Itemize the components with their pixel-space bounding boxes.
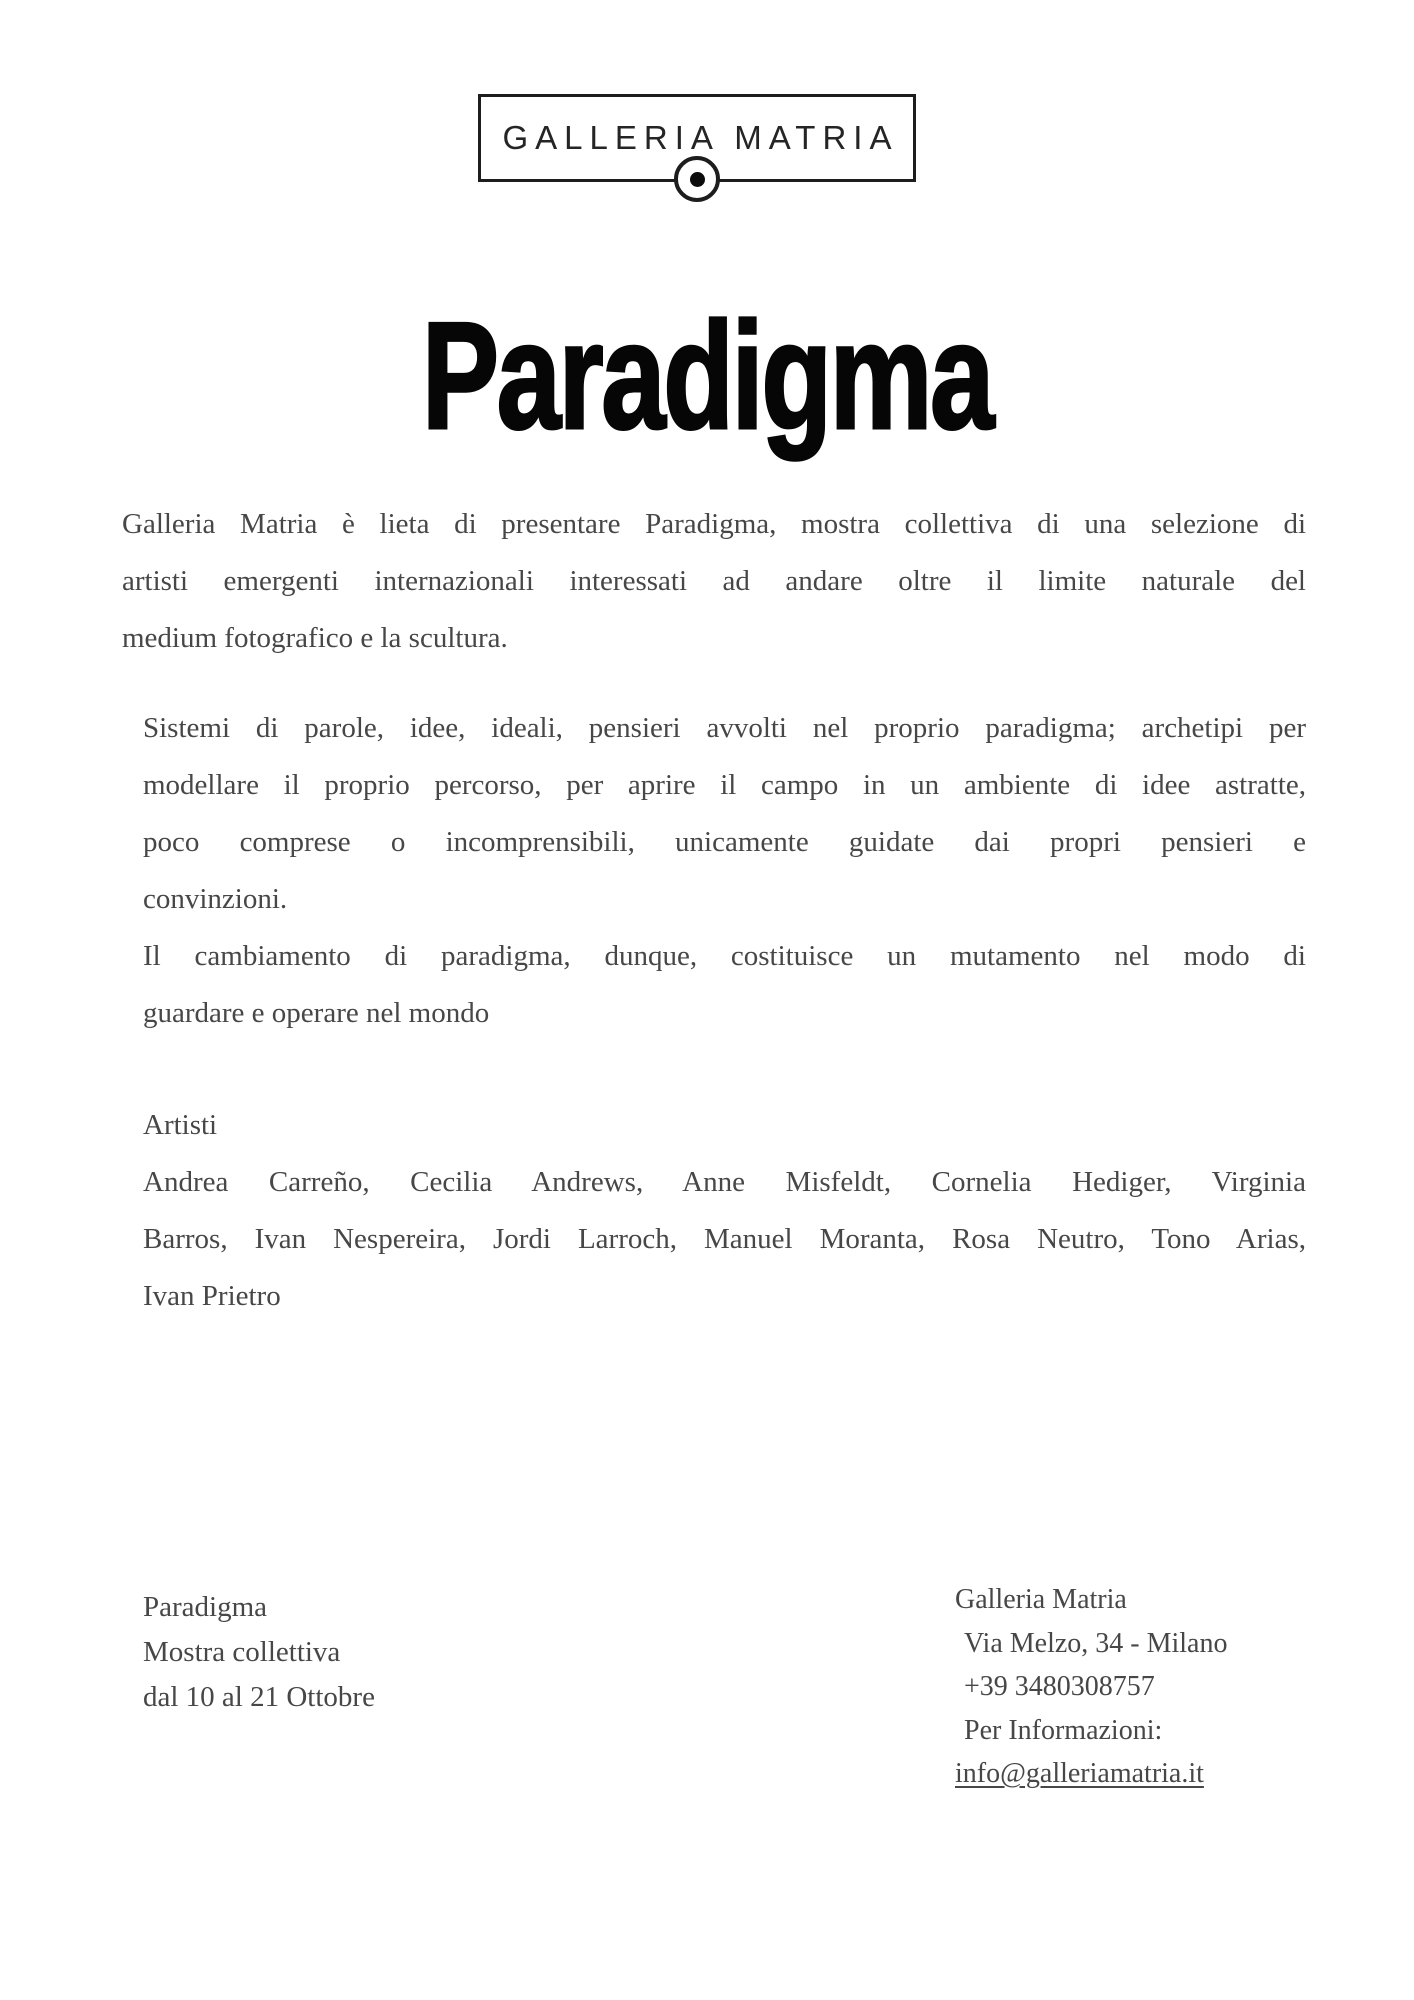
- contact-gallery-name: Galleria Matria: [955, 1584, 1127, 1615]
- text-line: guardare e operare nel mondo: [143, 997, 490, 1029]
- event-title: Paradigma: [143, 1591, 268, 1623]
- text-line: Galleria Matria è lieta di presentare Paradigma, mostra collettiva di una selezione di: [122, 508, 1306, 540]
- text-line: modellare il proprio percorso, per aprire il campo in un ambiente di idee astratte,: [143, 769, 1306, 801]
- contact-info-label: Per Informazioni:: [964, 1714, 1163, 1746]
- logo-target-icon: [674, 156, 720, 202]
- page-title: Paradigma: [421, 291, 993, 461]
- artists-names: [143, 1154, 1306, 1325]
- intro-paragraph: [122, 496, 1306, 667]
- text-line: Ivan Prietro: [143, 1280, 281, 1312]
- text-line: poco comprese o incomprensibili, unicamente guidate dai propri pensieri e: [143, 826, 1306, 858]
- body-text: [143, 700, 1306, 1042]
- logo-dot-icon: [690, 172, 705, 187]
- text-line: Barros, Ivan Nespereira, Jordi Larroch, Manuel Moranta, Rosa Neutro, Tono Arias,: [143, 1223, 1306, 1255]
- event-details: [143, 1585, 375, 1720]
- text-line: artisti emergenti internazionali interessati ad andare oltre il limite naturale del: [122, 565, 1306, 597]
- event-type: Mostra collettiva: [143, 1636, 341, 1668]
- body-paragraph-1: [143, 700, 1306, 928]
- text-line: Andrea Carreño, Cecilia Andrews, Anne Misfeldt, Cornelia Hediger, Virginia: [143, 1166, 1306, 1198]
- text-line: convinzioni.: [143, 883, 288, 915]
- contact-phone: +39 3480308757: [964, 1671, 1155, 1702]
- gallery-logo-text: GALLERIA MATRIA: [502, 119, 899, 156]
- contact-email-link[interactable]: info@galleriamatria.it: [955, 1758, 1204, 1789]
- artists-section: [143, 1097, 1306, 1325]
- artists-heading: Artisti: [143, 1109, 218, 1141]
- text-line: Il cambiamento di paradigma, dunque, costituisce un mutamento nel modo di: [143, 940, 1306, 972]
- gallery-logo: [478, 94, 916, 182]
- contact-address: Via Melzo, 34 - Milano: [964, 1627, 1228, 1659]
- event-dates: dal 10 al 21 Ottobre: [143, 1681, 375, 1713]
- text-line: medium fotografico e la scultura.: [122, 622, 508, 654]
- contact-details: [955, 1578, 1227, 1796]
- text-line: Sistemi di parole, idee, ideali, pensieri avvolti nel proprio paradigma; archetipi per: [143, 712, 1306, 744]
- body-paragraph-2: [143, 928, 1306, 1042]
